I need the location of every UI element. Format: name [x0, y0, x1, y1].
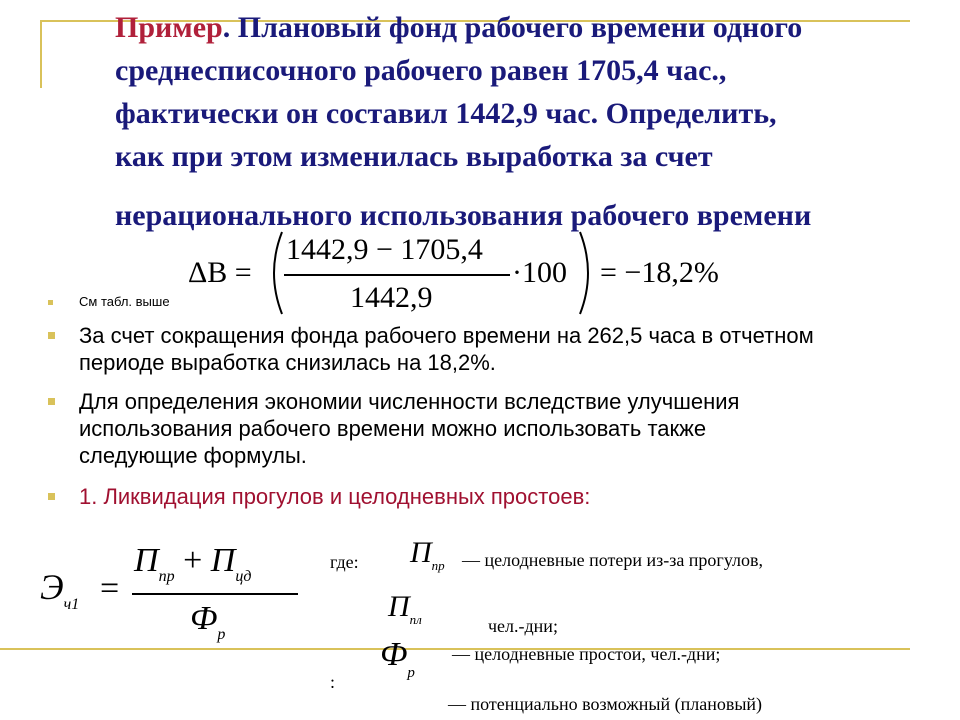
legend-f-sub: р: [407, 665, 415, 681]
formula2-numerator: [134, 542, 252, 585]
formula1-fraction-line: [284, 274, 510, 276]
legend-p-pl-text: чел.-дни;: [488, 616, 558, 636]
legend-p-pr-text: — целодневные потери из-за прогулов,: [462, 550, 764, 570]
list-item: [48, 322, 898, 376]
formula1-right-paren: [576, 230, 598, 316]
bullet-icon: [48, 493, 55, 500]
legend-colon: :: [330, 672, 336, 692]
formula2-lhs-sub: ч1: [63, 596, 80, 613]
legend-p-pl-symbol: [388, 590, 422, 627]
formula2-num-b-sub: цд: [235, 568, 252, 585]
formula1-denominator: 1442,9: [350, 281, 433, 314]
title-line5: нерационального использования рабочего времени: [115, 199, 812, 232]
legend-p-pl-sub: пл: [409, 612, 422, 627]
legend-where: где:: [330, 552, 359, 572]
bullet-text: 1. Ликвидация прогулов и целодневных простоев:: [79, 484, 591, 509]
legend-f-symbol: [380, 636, 415, 681]
formula2-equals: =: [100, 570, 120, 607]
legend-f-text: — целодневные простои, чел.-дни;: [452, 644, 721, 664]
formula1-result: = −18,2%: [600, 256, 719, 289]
formula2-den: Ф: [190, 600, 218, 637]
list-item: [48, 388, 788, 469]
slide-title: [115, 6, 905, 237]
formula2-lhs: [40, 566, 80, 613]
formula2-denominator: [190, 600, 226, 643]
title-line4: как при этом изменилась выработка за счет: [115, 140, 713, 173]
formula2-fraction-line: [132, 593, 298, 595]
title-line1: Плановый фонд рабочего времени одного: [230, 11, 803, 44]
formula1-numerator: 1442,9 − 1705,4: [286, 233, 483, 266]
formula1-left-paren: [264, 230, 286, 316]
formula2-num-a-sub: пр: [158, 568, 175, 585]
formula2-num-a: П: [134, 542, 159, 579]
formula1-multiplier: ·100: [512, 256, 567, 289]
small-note-item: [48, 294, 170, 310]
legend-p-pr-sub: пр: [431, 558, 445, 573]
small-note-text: См табл. выше: [79, 294, 170, 309]
title-lead: Пример: [115, 11, 223, 44]
formula2-num-b: П: [210, 542, 236, 579]
title-line2: среднесписочного рабочего равен 1705,4 час.,: [115, 54, 727, 87]
bullet-icon: [48, 332, 55, 339]
formula1-lhs: ΔB =: [188, 256, 252, 289]
frame-line-left: [40, 20, 42, 88]
legend-p-pr-symbol: [410, 536, 445, 573]
bullet-icon: [48, 300, 53, 305]
bullet-text: За счет сокращения фонда рабочего времени на 262,5 часа в отчетном периоде выработка снизилась на 18,2%.: [79, 323, 814, 375]
list-item: [48, 483, 898, 510]
legend-last-text: — потенциально возможный (плановый): [448, 694, 763, 714]
title-line3: фактически он составил 1442,9 час. Определить,: [115, 97, 777, 130]
formula2-lhs-symbol: Э: [40, 567, 64, 607]
legend-f-letter: Ф: [380, 636, 408, 673]
legend-p-pl-letter: П: [388, 590, 410, 623]
bullet-icon: [48, 398, 55, 405]
formula2-plus: +: [183, 542, 203, 579]
legend-p-pr-letter: П: [410, 536, 432, 569]
title-dot: .: [222, 11, 231, 44]
formula2-den-sub: р: [217, 626, 226, 643]
bullet-text: Для определения экономии численности вследствие улучшения использования рабочего времени можно использовать также следующие формулы.: [79, 389, 740, 468]
